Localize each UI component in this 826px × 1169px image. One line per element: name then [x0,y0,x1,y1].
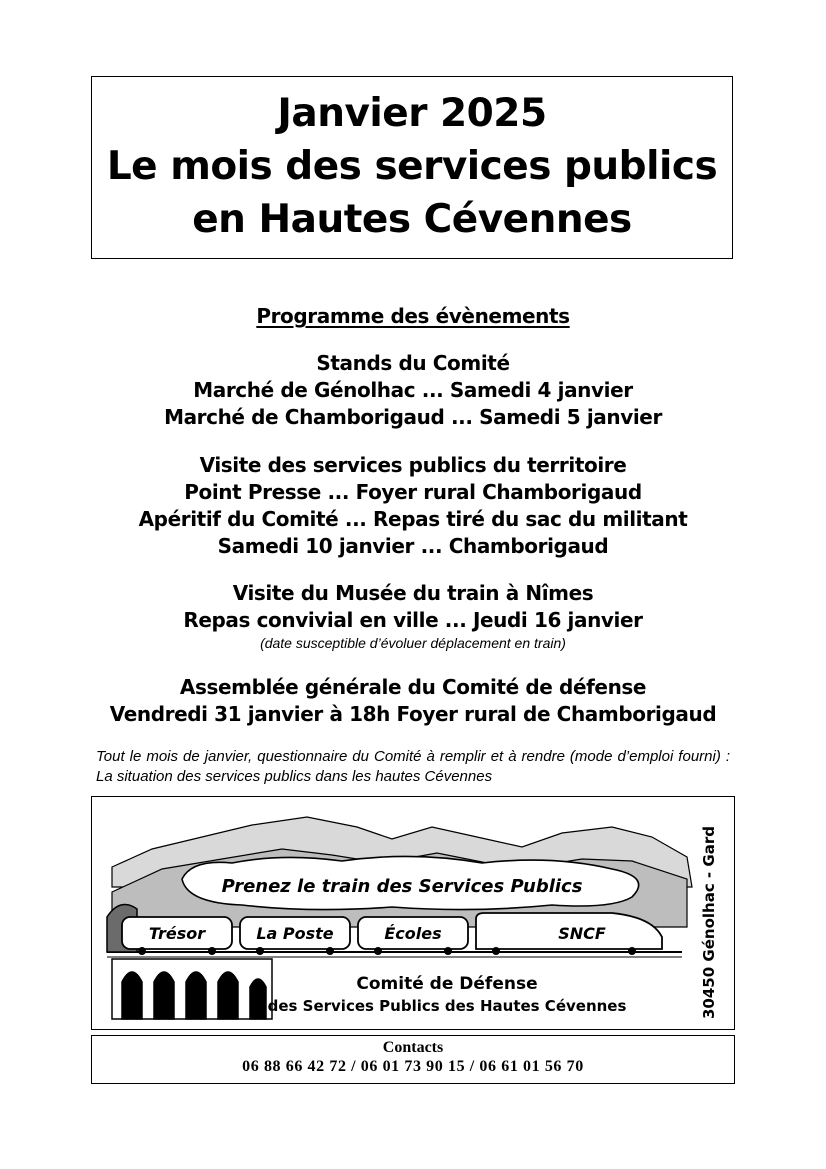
musee-note: (date susceptible d’évoluer déplacement en train) [260,635,566,651]
assemblee-block [60,674,766,728]
contacts-label: Contacts [382,1039,444,1056]
wagon-la-poste: La Poste [256,924,334,943]
visite-title: Visite des services publics du territoire [199,453,627,477]
assemblee-title: Assemblée générale du Comité de défense [179,675,647,699]
train-illustration [91,796,735,1030]
contacts-numbers: 06 88 66 42 72 / 06 01 73 90 15 / 06 61 01 56 70 [242,1058,584,1075]
location-text: 30450 Génolhac - Gard [700,826,718,1019]
wagon-tresor: Trésor [148,924,206,943]
title-box [91,76,733,259]
assemblee-date: Vendredi 31 janvier à 18h Foyer rural de Chamborigaud [109,702,717,726]
committee-line-1: Comité de Défense [356,974,538,994]
visite-aperitif: Apéritif du Comité ... Repas tiré du sac du militant [138,507,688,531]
stands-title: Stands du Comité [316,351,510,375]
title-line-2: Le mois des services publics [106,144,718,189]
viaduct [112,959,272,1019]
visite-date: Samedi 10 janvier ... Chamborigaud [217,534,609,558]
banner-text: Prenez le train des Services Publics [221,876,583,897]
stands-genolhac: Marché de Génolhac ... Samedi 4 janvier [193,378,633,402]
visite-territoire-block [60,452,766,560]
title-line-3: en Hautes Cévennes [192,197,632,242]
monthly-note: Tout le mois de janvier, questionnaire du Comité à remplir et à rendre (mode d’emploi fourni) : La situation des services publics dans les hautes Cévennes [96,748,730,785]
contacts-box [91,1035,735,1084]
stands-block [60,350,766,431]
programme-heading: Programme des évènements [256,304,570,328]
musee-repas: Repas convivial en ville ... Jeudi 16 janvier [183,608,643,632]
title-line-1: Janvier 2025 [277,91,547,136]
wagon-sncf: SNCF [558,924,606,943]
stands-chamborigaud: Marché de Chamborigaud ... Samedi 5 janvier [164,405,662,429]
visite-point-presse: Point Presse ... Foyer rural Chamborigaud [184,480,642,504]
programme-heading-block [60,303,766,330]
committee-line-2: des Services Publics des Hautes Cévennes [267,997,627,1015]
wagon-ecoles: Écoles [384,924,442,943]
musee-title: Visite du Musée du train à Nîmes [232,581,594,605]
musee-block [60,580,766,652]
